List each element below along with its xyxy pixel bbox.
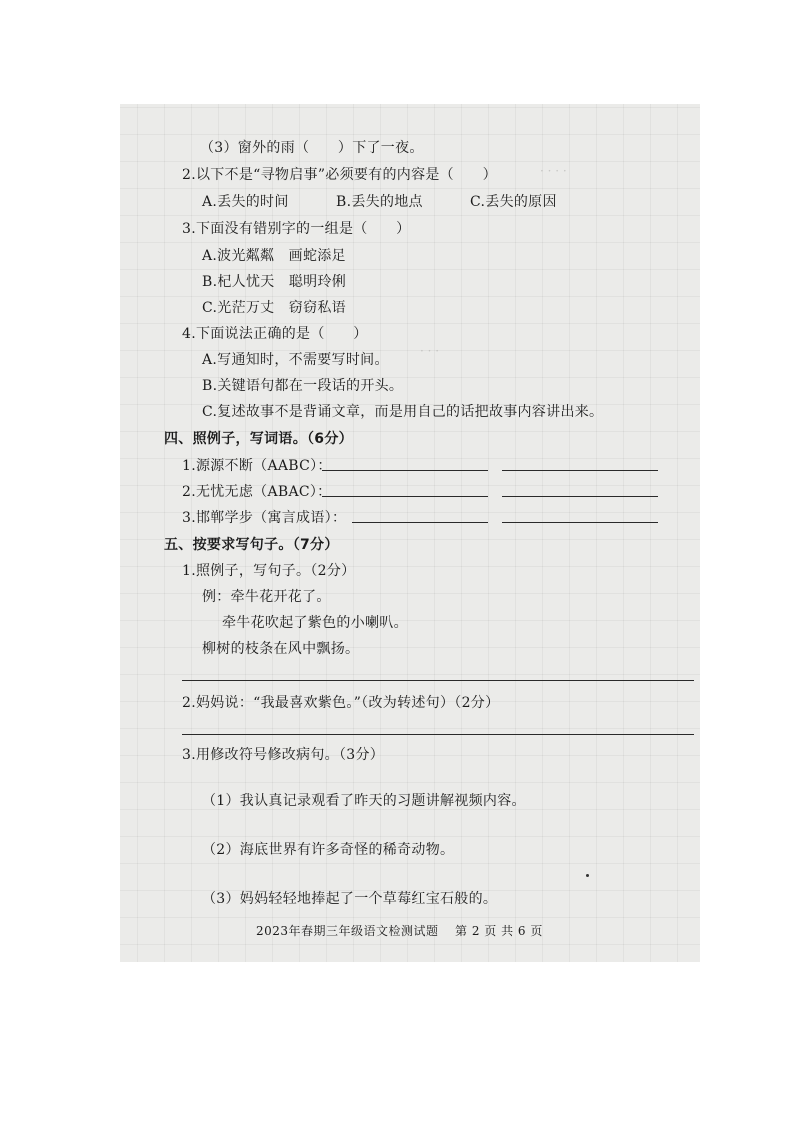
section5-q2-stem: 2.妈妈说：“我最喜欢紫色。”（改为转述句）（2分） [182,695,500,711]
answer-line[interactable] [182,680,694,681]
section5-q1-stem: 1.照例子，写句子。（2分） [182,563,356,579]
q3-stem: 3.下面没有错别字的一组是（ ） [182,221,411,237]
q2-option-a: A.丢失的时间 [202,194,289,210]
answer-line[interactable] [502,522,658,523]
sick-sentence-1: （1）我认真记录观看了昨天的习题讲解视频内容。 [202,793,526,809]
answer-line[interactable] [352,522,488,523]
section4-title: 四、照例子，写词语。（6分） [164,431,353,447]
section5-title: 五、按要求写句子。（7分） [164,537,339,553]
section4-item-3: 3.邯郸学步（寓言成语）： [182,510,347,526]
q2-stem: 2.以下不是“寻物启事”必须要有的内容是（ ） [182,167,497,183]
sick-sentence-2: （2）海底世界有许多奇怪的稀奇动物。 [202,842,455,858]
footer-exam-title: 2023年春期三年级语文检测试题 [256,924,439,938]
section5-q1-prompt: 柳树的枝条在风中飘扬。 [202,641,360,657]
q2-option-b: B.丢失的地点 [336,194,423,210]
q4-option-c: C.复述故事不是背诵文章，而是用自己的话把故事内容讲出来。 [202,404,604,420]
q3-option-b: B.杞人忧天 聪明玲俐 [202,274,347,290]
q3-option-a: A.波光粼粼 画蛇添足 [202,248,346,264]
q4-option-b: B.关键语句都在一段话的开头。 [202,378,404,394]
exam-page [120,104,700,962]
q1-3-text: （3）窗外的雨（ ）下了一夜。 [200,140,424,156]
footer-page-number: 第 2 页 共 6 页 [455,924,543,938]
sick-sentence-3: （3）妈妈轻轻地捧起了一个草莓红宝石般的。 [202,891,498,907]
section4-item-1: 1.源源不断（AABC）： [182,458,332,474]
bleed-through-text: · · · [420,344,440,358]
answer-line[interactable] [322,470,488,471]
q2-option-c: C.丢失的原因 [470,194,557,210]
ink-dot [586,874,589,877]
answer-line[interactable] [182,734,694,735]
q4-option-a: A.写通知时，不需要写时间。 [202,352,389,368]
answer-line[interactable] [502,496,658,497]
section5-example-result: 牵牛花吹起了紫色的小喇叭。 [222,615,408,631]
section5-q3-stem: 3.用修改符号修改病句。（3分） [182,747,385,763]
section4-item-2: 2.无忧无虑（ABAC）： [182,484,332,500]
answer-line[interactable] [322,496,488,497]
bleed-through-text: · · · · [540,164,567,178]
section5-example: 例：牵牛花开花了。 [202,589,331,605]
answer-line[interactable] [502,470,658,471]
q3-option-c: C.光茫万丈 窃窃私语 [202,300,346,316]
q4-stem: 4.下面说法正确的是（ ） [182,326,368,342]
